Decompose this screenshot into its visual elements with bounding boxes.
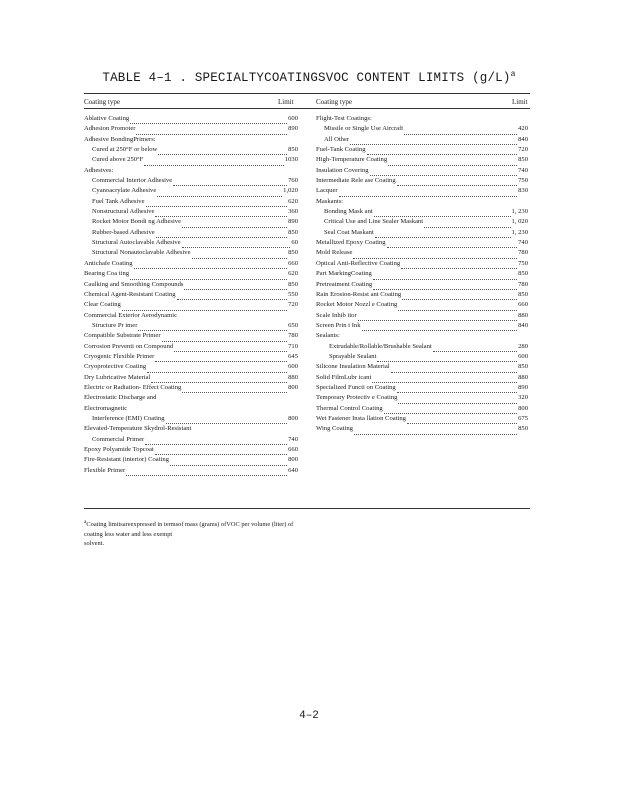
coating-type-label: Clear Coating <box>84 301 121 309</box>
dot-leader <box>182 221 287 228</box>
dot-leader <box>402 293 517 300</box>
footnote-line-2: coating less water and less exempt <box>84 530 173 538</box>
voc-limit-value: 890 <box>288 218 298 226</box>
table-row <box>84 135 298 145</box>
coating-type-label: Rubber-based Adhesive <box>92 228 155 236</box>
dot-leader <box>174 345 287 352</box>
dot-leader <box>177 293 288 300</box>
table-row <box>316 259 528 269</box>
table-row <box>84 311 298 321</box>
coating-type-label: Interference (EMI) Coating <box>92 414 165 422</box>
table-row <box>84 166 298 176</box>
coating-type-label: Electric or Radiation- Effect Coating <box>84 383 182 391</box>
voc-limit-value: 850 <box>518 363 528 371</box>
table-title <box>0 70 618 85</box>
dot-leader <box>372 376 517 383</box>
coating-type-label: Electrostatic Discharge and <box>84 394 157 402</box>
table-row <box>84 383 298 393</box>
dot-leader <box>387 241 518 248</box>
coating-type-label: Epoxy Polyamide Topcoat <box>84 446 154 453</box>
coating-type-label: Rocket Motor Nozzl e Coating <box>316 301 398 309</box>
coating-type-label: Lacquer <box>316 187 338 195</box>
table-row <box>84 352 298 362</box>
voc-limit-value: 1030 <box>284 156 298 164</box>
dot-leader <box>397 386 517 393</box>
table-row <box>84 176 298 186</box>
voc-limit-value: 1, 230 <box>511 228 528 236</box>
table-row <box>316 124 528 134</box>
left-limit-header: Limit <box>278 98 294 106</box>
coating-type-label: Compatible Substrate Primer <box>84 332 161 340</box>
voc-limit-value: 600 <box>518 352 528 360</box>
dot-leader <box>358 314 517 321</box>
dot-leader <box>147 366 287 373</box>
table-row <box>84 414 298 424</box>
voc-limit-value: 830 <box>518 187 528 195</box>
table-row <box>84 362 298 372</box>
coating-type-label: Commercial Exterior Aerodynamic <box>84 311 178 319</box>
title-footnote-mark: a <box>510 70 516 79</box>
voc-limit-value: 850 <box>518 425 528 433</box>
voc-limit-value: 800 <box>288 456 298 464</box>
coating-type-label: Sprayable Sealant <box>329 352 377 360</box>
coating-type-label: Thermal Control Coating <box>316 404 383 412</box>
table-row <box>84 404 298 414</box>
page-number: 4–2 <box>299 710 319 722</box>
voc-limit-value: 880 <box>288 373 298 381</box>
dot-leader <box>401 262 517 269</box>
voc-limit-value: 890 <box>518 383 528 391</box>
dot-leader <box>182 386 287 393</box>
dot-leader <box>130 117 287 124</box>
footnote-line-3: solvent. <box>84 540 105 548</box>
voc-limit-value: 850 <box>518 290 528 298</box>
coating-type-label: Intermediate Rele ase Coating <box>316 177 396 185</box>
coating-type-label: Nonstructural Adhesive <box>92 208 155 216</box>
voc-limit-value: 640 <box>288 466 298 474</box>
voc-limit-value: 360 <box>288 208 298 216</box>
dot-leader <box>354 428 517 435</box>
coating-type-label: Fuel-Tank Coating <box>316 146 366 154</box>
voc-limit-value: 840 <box>518 135 528 143</box>
dot-leader <box>375 231 511 238</box>
voc-limit-value: 890 <box>288 125 298 133</box>
dot-leader <box>370 169 518 176</box>
voc-limit-value: 550 <box>288 290 298 298</box>
dot-leader <box>373 283 517 290</box>
coating-type-label: Part MarkingCoating <box>316 270 372 278</box>
coating-type-label: Bonding Mask ant <box>324 208 373 216</box>
dot-leader <box>397 179 517 186</box>
voc-limit-value: 600 <box>288 115 298 122</box>
coating-type-label: Maskants: <box>316 197 344 205</box>
dot-leader <box>144 159 283 166</box>
table-row <box>316 321 528 331</box>
voc-limit-value: 60 <box>291 239 298 247</box>
coating-type-label: Cyanoacrylate Adhesive <box>92 187 157 195</box>
dot-leader <box>184 283 287 290</box>
table-row <box>316 290 528 300</box>
coating-type-label: Metallized Epoxy Coating <box>316 239 386 247</box>
coating-type-label: Pretreatment Coating <box>316 280 373 288</box>
table-row <box>316 331 528 341</box>
right-limit-header: Limit <box>512 98 528 106</box>
dot-leader <box>173 179 287 186</box>
dot-leader <box>155 448 287 455</box>
voc-limit-value: 1,020 <box>283 187 298 195</box>
table-row <box>316 424 528 434</box>
coating-type-label: Optical Anti-Reflective Coating <box>316 259 401 267</box>
table-row <box>316 155 528 165</box>
dot-leader <box>367 148 518 155</box>
table-row <box>316 383 528 393</box>
table-row <box>84 342 298 352</box>
voc-limit-value: 720 <box>288 301 298 309</box>
voc-limit-value: 750 <box>518 177 528 185</box>
dot-leader <box>398 397 517 404</box>
table-row <box>316 404 528 414</box>
table-row <box>84 155 298 165</box>
table-row <box>84 455 298 465</box>
table-row <box>316 352 528 362</box>
coating-type-label: All Other <box>324 135 350 143</box>
voc-limit-value: 780 <box>518 280 528 288</box>
dot-leader <box>350 138 517 145</box>
coating-type-label: Flight-Test Coatings: <box>316 115 372 122</box>
table-row <box>316 114 528 124</box>
dot-leader <box>155 355 287 362</box>
table-row <box>316 373 528 383</box>
coating-type-label: High-Temperature Coating <box>316 156 388 164</box>
table-row <box>84 207 298 217</box>
voc-limit-value: 880 <box>518 311 528 319</box>
coating-type-label: Bearing Coa ting <box>84 270 130 278</box>
left-coating-header: Coating type <box>84 98 120 106</box>
table-row <box>84 373 298 383</box>
table-row <box>316 362 528 372</box>
voc-limit-value: 780 <box>518 249 528 257</box>
table-row <box>84 145 298 155</box>
table-row <box>316 269 528 279</box>
left-column <box>84 114 298 476</box>
coating-type-label: Fire-Resistant (interior) Coating <box>84 456 169 464</box>
table-row <box>84 269 298 279</box>
dot-leader <box>162 335 288 342</box>
table-row <box>84 393 298 403</box>
coating-type-label: Chemical Agent-Resistant Coating <box>84 290 176 298</box>
voc-limit-value: 800 <box>518 404 528 412</box>
dot-leader <box>391 366 517 373</box>
footnote <box>84 518 384 549</box>
table-row <box>316 217 528 227</box>
coating-type-label: Wing Coating <box>316 425 353 433</box>
dot-leader <box>155 210 287 217</box>
coating-type-label: Silicone Insulation Material <box>316 363 390 371</box>
table-row <box>316 135 528 145</box>
voc-limit-value: 850 <box>288 280 298 288</box>
dot-leader <box>151 376 287 383</box>
coating-type-label: Critical Use and Line Sealer Maskant <box>324 218 424 226</box>
coating-type-label: Cryogenic Flexible Primer <box>84 352 155 360</box>
voc-limit-value: 760 <box>288 177 298 185</box>
voc-limit-value: 280 <box>518 342 528 350</box>
voc-limit-value: 850 <box>288 228 298 236</box>
dot-leader <box>353 252 517 259</box>
table-row <box>84 280 298 290</box>
dot-leader <box>339 190 518 197</box>
coating-type-label: Commercial Interior Adhesive <box>92 177 173 185</box>
dot-leader <box>424 221 510 228</box>
voc-limit-value: 660 <box>288 259 298 267</box>
footnote-line-1 <box>84 518 384 530</box>
dot-leader <box>404 128 517 135</box>
dot-leader <box>156 231 287 238</box>
dot-leader <box>146 200 288 207</box>
table-row <box>316 166 528 176</box>
voc-limit-value: 600 <box>288 363 298 371</box>
dot-leader <box>433 345 517 352</box>
dot-leader <box>157 190 282 197</box>
table-row <box>84 321 298 331</box>
dot-leader <box>374 210 511 217</box>
coating-type-label: Adhesives: <box>84 166 114 174</box>
table-row <box>84 259 298 269</box>
table-row <box>316 393 528 403</box>
coating-type-label: Cured at 250°F or below <box>92 146 158 154</box>
table-row <box>316 300 528 310</box>
coating-type-label: Structure Pr imer <box>92 321 138 329</box>
coating-type-label: Adhesive BondingPrimers: <box>84 135 156 143</box>
table-row <box>84 124 298 134</box>
voc-limit-value: 720 <box>518 146 528 154</box>
dot-leader <box>362 324 518 331</box>
coating-type-label: Sealants: <box>316 332 340 340</box>
voc-limit-value: 420 <box>518 125 528 133</box>
coating-type-label: Solid FilmLubr icant <box>316 373 372 381</box>
table-title-text: TABLE 4–1 . SPECIALTYCOATINGSVOC CONTENT LIMITS (g/L) <box>102 71 511 86</box>
voc-limit-value: 650 <box>288 321 298 329</box>
coating-type-label: Wet Fastener Insta llation Coating <box>316 414 406 422</box>
coating-type-label: Mold Release <box>316 249 353 257</box>
dot-leader <box>138 324 287 331</box>
dot-leader <box>407 417 517 424</box>
dot-leader <box>377 355 517 362</box>
voc-limit-value: 620 <box>288 197 298 205</box>
voc-limit-value: 740 <box>518 239 528 247</box>
voc-limit-value: 740 <box>518 166 528 174</box>
table-row <box>84 238 298 248</box>
voc-limit-value: 620 <box>288 270 298 278</box>
table-row <box>316 311 528 321</box>
voc-limit-value: 850 <box>288 146 298 154</box>
voc-limit-value: 660 <box>518 301 528 309</box>
table-row <box>84 300 298 310</box>
coating-type-label: Insulation Covering <box>316 166 369 174</box>
table-row <box>84 466 298 476</box>
voc-limit-value: 1, 020 <box>511 218 528 226</box>
table-row <box>84 248 298 258</box>
voc-limit-value: 850 <box>288 249 298 257</box>
coating-type-label: Flexible Primer <box>84 466 126 474</box>
coating-type-label: Seal Coat Maskant <box>324 228 374 236</box>
table-row <box>84 445 298 455</box>
table-row <box>84 435 298 445</box>
coating-type-label: Commercial Primer <box>92 435 145 443</box>
dot-leader <box>388 159 517 166</box>
dot-leader <box>192 252 288 259</box>
coating-type-label: Cured above 250°F <box>92 156 144 164</box>
coating-type-label: Structural Nonautoclavable Adhesive <box>92 249 191 257</box>
coating-type-label: Ablative Coating <box>84 115 130 122</box>
dot-leader <box>384 407 517 414</box>
dot-leader <box>170 459 287 466</box>
voc-limit-value: 320 <box>518 394 528 402</box>
coating-type-label: Adhesion Promoter <box>84 125 136 133</box>
footnote-line-1-text: Coating limitsareexpressed in termsof mass (grams) ofVOC per volume (liter) of <box>86 521 294 529</box>
table-row <box>316 197 528 207</box>
voc-limit-value: 675 <box>518 414 528 422</box>
voc-limit-value: 800 <box>288 414 298 422</box>
dot-leader <box>373 273 517 280</box>
dot-leader <box>134 262 288 269</box>
table-row <box>316 280 528 290</box>
table-row <box>84 186 298 196</box>
voc-limit-value: 780 <box>288 332 298 340</box>
table-row <box>84 228 298 238</box>
voc-limit-value: 645 <box>288 352 298 360</box>
table-row <box>84 197 298 207</box>
table-row <box>84 424 298 434</box>
footnote-rule <box>84 508 530 509</box>
table-row <box>316 176 528 186</box>
coating-type-label: Extrudable/Rollable/Brushable Sealant <box>329 342 432 350</box>
dot-leader <box>398 304 517 311</box>
coating-type-label: Antichafe Coating <box>84 259 133 267</box>
coating-type-label: Elevated-Temperature Skydrol-Resistant <box>84 425 192 433</box>
coating-type-label: Missile or Single Use Aircraft <box>324 125 404 133</box>
header-top-rule <box>84 93 530 94</box>
coating-type-label: Temporary Protectiv e Coating <box>316 394 398 402</box>
table-row <box>84 290 298 300</box>
table-row <box>316 414 528 424</box>
voc-limit-value: 850 <box>518 156 528 164</box>
coating-type-label: Scale Inhib itor <box>316 311 357 319</box>
coating-type-label: Structural Autoclavable Adhesive <box>92 239 181 247</box>
right-coating-header: Coating type <box>316 98 352 106</box>
voc-limit-value: 1, 230 <box>511 208 528 216</box>
table-row <box>316 228 528 238</box>
coating-type-label: Electromagnetic <box>84 404 128 412</box>
voc-limit-value: 660 <box>288 446 298 453</box>
coating-type-label: Cryoprotective Coating <box>84 363 147 371</box>
table-row <box>316 238 528 248</box>
table-row <box>84 331 298 341</box>
table-row <box>316 207 528 217</box>
dot-leader <box>122 304 287 311</box>
footnote-mark: a <box>84 519 87 525</box>
dot-leader <box>166 417 288 424</box>
header-bottom-rule <box>84 108 530 109</box>
dot-leader <box>136 128 287 135</box>
voc-limit-value: 740 <box>288 435 298 443</box>
coating-type-label: Fuel Tank Adhesive <box>92 197 145 205</box>
table-row <box>84 217 298 227</box>
table-row <box>84 114 298 124</box>
table-row <box>316 248 528 258</box>
voc-limit-value: 880 <box>518 373 528 381</box>
table-row <box>316 342 528 352</box>
voc-limit-value: 850 <box>518 270 528 278</box>
coating-type-label: Rocket Motor Bondi ng Adhesive <box>92 218 182 226</box>
coating-type-label: Dry Lubricative Material <box>84 373 151 381</box>
dot-leader <box>145 438 287 445</box>
coating-type-label: Caulking and Smoothing Compounds <box>84 280 184 288</box>
table-row <box>316 186 528 196</box>
coating-type-label: Rain Erosion-Resist ant Coating <box>316 290 402 298</box>
voc-limit-value: 840 <box>518 321 528 329</box>
coating-type-label: Specialized Functi on Coating <box>316 383 396 391</box>
dot-leader <box>182 241 291 248</box>
voc-limit-value: 710 <box>288 342 298 350</box>
coating-type-label: Corrosion Preventi on Compound <box>84 342 174 350</box>
dot-leader <box>158 148 287 155</box>
voc-limit-value: 800 <box>288 383 298 391</box>
table-row <box>316 145 528 155</box>
coating-type-label: Screen Prin t Ink <box>316 321 361 329</box>
right-column <box>316 114 528 435</box>
voc-limit-value: 750 <box>518 259 528 267</box>
dot-leader <box>126 469 287 476</box>
dot-leader <box>130 273 287 280</box>
